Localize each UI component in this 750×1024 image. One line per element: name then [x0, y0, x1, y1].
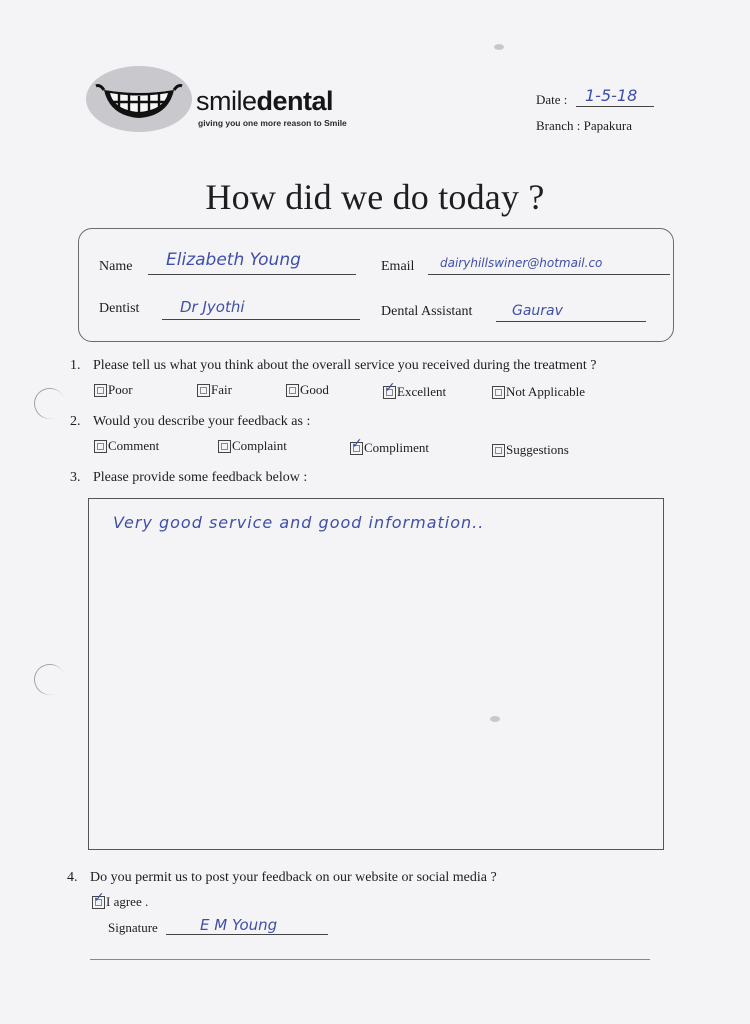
feedback-text: Very good service and good information..	[113, 513, 485, 532]
punch-hole	[30, 384, 70, 424]
dentist-label: Dentist	[99, 301, 140, 316]
page-title: How did we do today ?	[205, 177, 545, 217]
q1-option-poor[interactable]: Poor	[94, 382, 133, 398]
question-3-number: 3.	[70, 470, 81, 485]
dentist-underline	[162, 319, 360, 320]
footer-divider	[90, 959, 650, 960]
email-label: Email	[381, 259, 415, 274]
agree-option[interactable]: ✓ I agree .	[92, 894, 148, 910]
checkbox-checked-icon[interactable]	[383, 386, 396, 399]
contact-info-box	[78, 228, 674, 342]
q2-option-complaint[interactable]: Complaint	[218, 438, 287, 454]
signature-label: Signature	[108, 920, 158, 935]
feedback-textarea[interactable]	[88, 498, 664, 850]
checkbox-checked-icon[interactable]	[92, 896, 105, 909]
question-4-number: 4.	[67, 870, 78, 885]
date-underline	[576, 106, 654, 107]
brand-tagline: giving you one more reason to Smile	[198, 118, 347, 128]
q1-option-excellent[interactable]: ✓ Excellent	[383, 384, 446, 400]
signature-underline	[166, 934, 328, 935]
q1-option-good[interactable]: Good	[286, 382, 329, 398]
question-1-number: 1.	[70, 358, 81, 373]
name-label: Name	[99, 259, 133, 274]
question-3-text: Please provide some feedback below :	[93, 470, 308, 485]
smile-teeth-icon	[86, 66, 192, 132]
date-value: 1-5-18	[585, 86, 638, 105]
checkbox-icon[interactable]	[94, 440, 107, 453]
dentist-value: Dr Jyothi	[180, 298, 245, 316]
signature-value: E M Young	[200, 916, 278, 934]
email-value: dairyhillswiner@hotmail.co	[440, 256, 603, 270]
scan-spot	[494, 44, 504, 50]
name-underline	[148, 274, 356, 275]
checkbox-icon[interactable]	[94, 384, 107, 397]
brand-logo	[86, 66, 192, 132]
dental-assistant-label: Dental Assistant	[381, 304, 473, 319]
date-label: Date :	[536, 92, 568, 107]
dental-assistant-value: Gaurav	[512, 303, 563, 319]
question-1-text: Please tell us what you think about the overall service you received during the treatment ?	[93, 358, 597, 373]
email-underline	[428, 274, 670, 275]
brand-name: smiledental	[196, 86, 334, 116]
checkbox-icon[interactable]	[286, 384, 299, 397]
question-4-text: Do you permit us to post your feedback on our website or social media ?	[90, 870, 497, 885]
scan-spot	[490, 716, 500, 722]
q2-option-comment[interactable]: Comment	[94, 438, 159, 454]
question-2-text: Would you describe your feedback as :	[93, 414, 311, 429]
q1-option-fair[interactable]: Fair	[197, 382, 232, 398]
checkbox-checked-icon[interactable]	[350, 442, 363, 455]
punch-hole	[30, 660, 70, 700]
checkbox-icon[interactable]	[197, 384, 210, 397]
checkbox-icon[interactable]	[492, 386, 505, 399]
question-2-number: 2.	[70, 414, 81, 429]
checkbox-icon[interactable]	[218, 440, 231, 453]
checkbox-icon[interactable]	[492, 444, 505, 457]
dental-assistant-underline	[496, 321, 646, 322]
name-value: Elizabeth Young	[166, 250, 301, 270]
q2-option-suggestions[interactable]: Suggestions	[492, 442, 569, 458]
q2-option-compliment[interactable]: ✓ Compliment	[350, 440, 429, 456]
branch-label: Branch : Papakura	[536, 118, 633, 133]
q1-option-not-applicable[interactable]: Not Applicable	[492, 384, 585, 400]
